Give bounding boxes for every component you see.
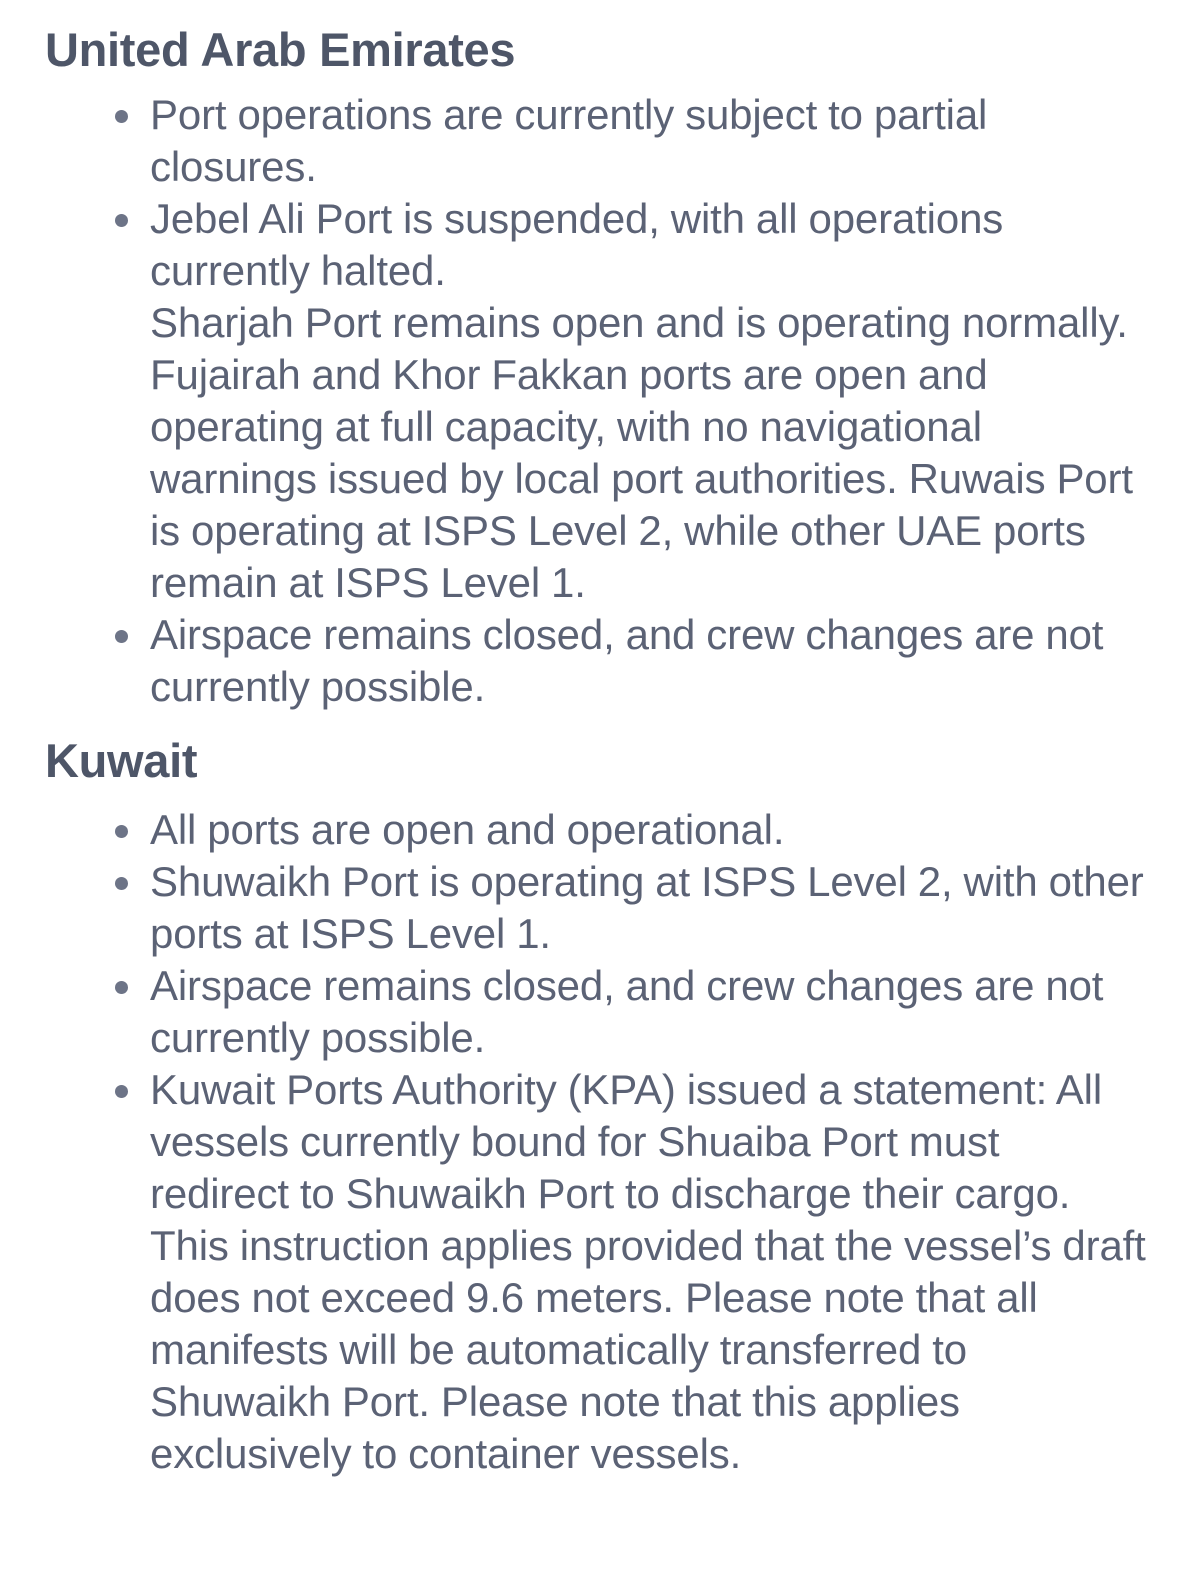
bullet-dot-icon	[115, 110, 128, 123]
bullet-paragraph: Airspace remains closed, and crew changes are not currently possible.	[150, 962, 1104, 1061]
bullet-paragraph: Sharjah Port remains open and is operating normally.	[150, 299, 1128, 346]
section-united-arab-emirates	[0, 0, 1200, 713]
bullet-paragraph: Airspace remains closed, and crew changes are not currently possible.	[150, 611, 1104, 710]
list-item	[0, 1064, 1200, 1480]
bullet-dot-icon	[115, 1085, 128, 1098]
list-item	[0, 193, 1200, 609]
list-item	[0, 89, 1200, 193]
list-item	[0, 804, 1200, 856]
bullet-paragraph: All ports are open and operational.	[150, 806, 785, 853]
bullet-paragraph: Kuwait Ports Authority (KPA) issued a statement: All vessels currently bound for Shuaiba Port must redirect to Shuwaikh Port to discharge their cargo. This instruction applies provided that the vessel’s draft does not exceed 9.6 meters. Please note that all manifests will be automatically transferred to Shuwaikh Port. Please note that this applies exclusively to container vessels.	[150, 1066, 1146, 1477]
bullet-dot-icon	[115, 981, 128, 994]
bullet-paragraph: Port operations are currently subject to partial closures.	[150, 91, 988, 190]
list-item	[0, 856, 1200, 960]
bullet-dot-icon	[115, 630, 128, 643]
bullet-paragraph: Fujairah and Khor Fakkan ports are open and operating at full capacity, with no navigational warnings issued by local port authorities. Ruwais Port is operating at ISPS Level 2, while other UAE ports remain at ISPS Level 1.	[150, 351, 1133, 606]
list-item	[0, 609, 1200, 713]
country-heading-kuwait: Kuwait	[45, 734, 198, 787]
section-kuwait	[0, 713, 1200, 1480]
list-item	[0, 960, 1200, 1064]
bullet-dot-icon	[115, 877, 128, 890]
bullet-dot-icon	[115, 825, 128, 838]
bullet-dot-icon	[115, 214, 128, 227]
bullet-list-uae	[0, 73, 1200, 713]
country-heading-uae: United Arab Emirates	[45, 23, 516, 76]
bullet-list-kuwait	[0, 784, 1200, 1480]
bullet-paragraph: Shuwaikh Port is operating at ISPS Level 2, with other ports at ISPS Level 1.	[150, 858, 1144, 957]
bullet-paragraph: Jebel Ali Port is suspended, with all operations currently halted.	[150, 195, 1004, 294]
